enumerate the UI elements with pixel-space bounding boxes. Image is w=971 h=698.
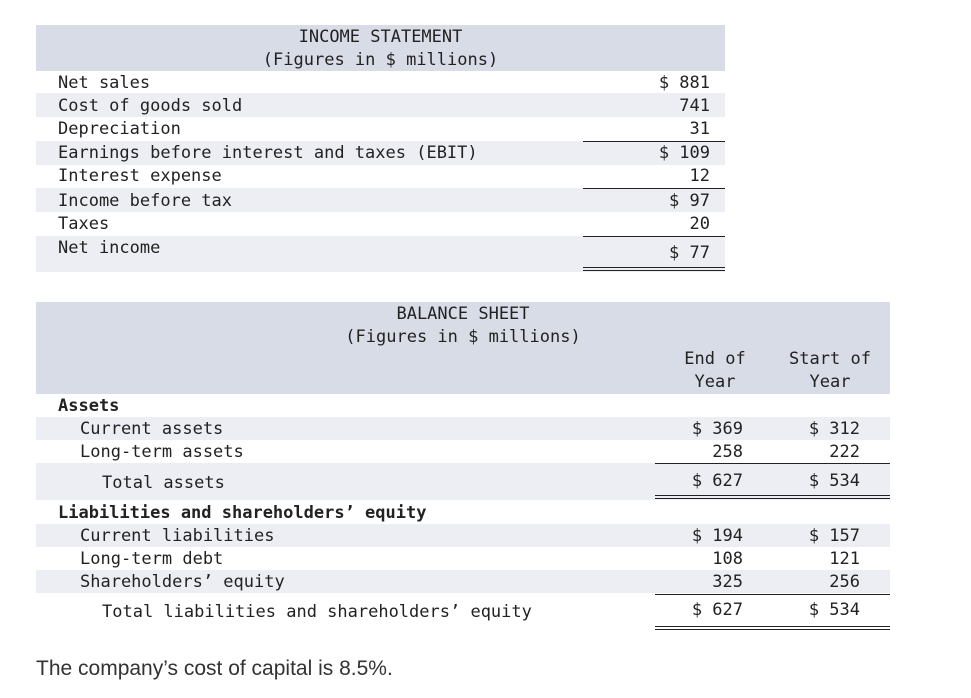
total-double-rule xyxy=(655,626,890,630)
row-value-end: 108 xyxy=(712,549,743,569)
row-value-start: 121 xyxy=(829,549,860,569)
col-header-start-of-year: Year xyxy=(809,372,851,392)
row-value-end: $ 627 xyxy=(691,471,743,491)
row-value-start: 222 xyxy=(829,442,860,462)
row-value: $ 77 xyxy=(669,243,710,263)
row-label: Cost of goods sold xyxy=(58,96,243,116)
row-value: 12 xyxy=(689,166,710,186)
balance-sheet-title: BALANCE SHEET xyxy=(396,304,530,324)
balance-sheet-subtitle: (Figures in $ millions) xyxy=(345,327,581,347)
cost-of-capital-note: The company’s cost of capital is 8.5%. xyxy=(36,657,393,680)
row-value: $ 97 xyxy=(669,191,710,211)
income-statement-title: INCOME STATEMENT xyxy=(298,27,463,47)
row-value-start: $ 534 xyxy=(808,600,860,620)
total-double-rule xyxy=(583,267,725,271)
row-label: Current assets xyxy=(80,419,224,439)
row-label: Total assets xyxy=(102,473,225,493)
subtotal-rule xyxy=(655,594,890,595)
col-header-start-of-year: Start of xyxy=(789,349,871,369)
row-label: Net sales xyxy=(58,73,151,93)
subtotal-rule xyxy=(655,463,890,464)
row-label: Depreciation xyxy=(58,119,181,139)
row-value: 741 xyxy=(679,96,710,116)
row-value: $ 109 xyxy=(658,143,710,163)
row-label: Current liabilities xyxy=(80,526,275,546)
row-label: Taxes xyxy=(58,214,110,234)
row-value-start: $ 534 xyxy=(808,471,860,491)
total-double-rule xyxy=(655,495,890,499)
row-value-end: $ 194 xyxy=(691,526,743,546)
row-value-end: $ 627 xyxy=(691,600,743,620)
row-value-start: $ 157 xyxy=(808,526,860,546)
row-label: Total liabilities and shareholders’ equity xyxy=(102,602,532,622)
row-value: 31 xyxy=(689,119,710,139)
income-statement-subtitle: (Figures in $ millions) xyxy=(262,50,499,70)
row-value-end: 258 xyxy=(712,442,743,462)
col-header-end-of-year: Year xyxy=(694,372,736,392)
liabilities-heading: Liabilities and shareholders’ equity xyxy=(58,503,427,523)
row-value-start: 256 xyxy=(829,572,860,592)
row-value-end: $ 369 xyxy=(691,419,743,439)
row-value: 20 xyxy=(689,214,710,234)
row-label: Income before tax xyxy=(58,191,232,211)
row-label: Shareholders’ equity xyxy=(80,572,285,592)
row-label: Earnings before interest and taxes (EBIT) xyxy=(58,143,478,163)
row-value-start: $ 312 xyxy=(808,419,860,439)
row-value: $ 881 xyxy=(658,73,710,93)
subtotal-rule xyxy=(583,188,725,189)
row-label: Net income xyxy=(58,238,161,258)
row-value-end: 325 xyxy=(712,572,743,592)
col-header-end-of-year: End of xyxy=(684,349,746,369)
row-label: Long-term assets xyxy=(80,442,244,462)
subtotal-rule xyxy=(583,236,725,237)
assets-heading: Assets xyxy=(58,396,120,416)
row-label: Long-term debt xyxy=(80,549,224,569)
row-label: Interest expense xyxy=(58,166,222,186)
